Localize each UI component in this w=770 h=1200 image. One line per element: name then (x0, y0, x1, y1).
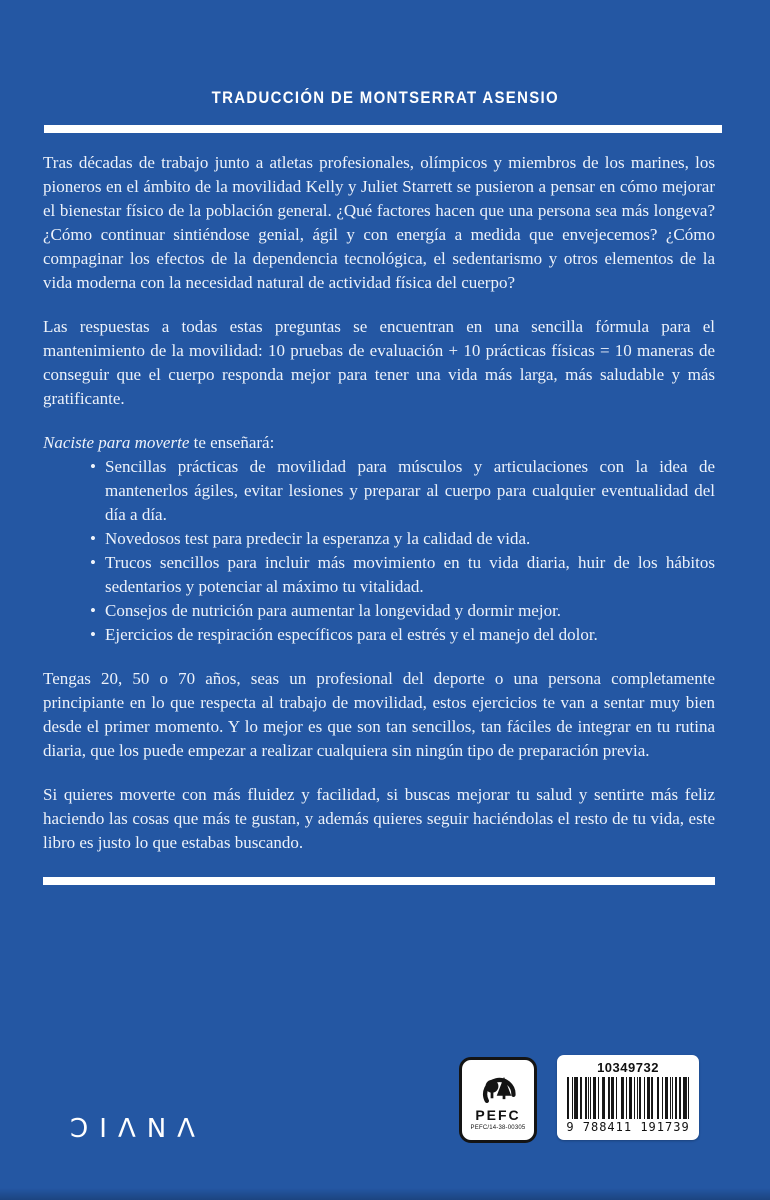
barcode-top-number: 10349732 (597, 1060, 659, 1075)
pefc-trees-icon (477, 1070, 519, 1106)
publisher-logo-diana: ƆIΛNΛ (70, 1114, 206, 1144)
list-item: • Sencillas prácticas de movilidad para músculos y articulaciones con la idea de mantenerlos ágiles, evitar lesiones y preparar al cuerpo para cualquier eventualidad del día a día. (105, 455, 715, 527)
translation-credit: TRADUCCIÓN DE MONTSERRAT ASENSIO (211, 88, 559, 107)
translation-credit-row (0, 88, 770, 108)
paragraph-audience: Tengas 20, 50 o 70 años, seas un profesional del deporte o una persona completamente principiante en lo que respecta al trabajo de movilidad, estos ejercicios te van a sentar muy bien desde el primer momento. Y lo mejor es que son tan sencillos, tan fáciles de integrar en tu rutina diaria, que los puede empezar a realizar cualquiera sin ningún tipo de preparación previa. (43, 669, 715, 760)
divider-top (44, 125, 722, 133)
pefc-certification-badge (459, 1057, 537, 1143)
list-item: • Consejos de nutrición para aumentar la longevidad y dormir mejor. (105, 599, 715, 623)
isbn-digits: 9 788411 191739 (566, 1120, 690, 1134)
list-intro-rest: te enseñará: (189, 433, 275, 452)
pefc-license-number: PEFC/14-38-00305 (470, 1124, 526, 1131)
book-title-italic: Naciste para moverte (43, 433, 190, 452)
list-item: • Ejercicios de respiración específicos para el estrés y el manejo del dolor. (105, 623, 715, 647)
barcode-bars-icon (567, 1077, 689, 1119)
pefc-label: PEFC (475, 1106, 521, 1123)
list-item: • Novedosos test para predecir la esperanza y la calidad de vida. (105, 527, 715, 551)
feature-list (43, 455, 715, 647)
isbn-barcode (557, 1055, 699, 1140)
paragraph-intro-authors: Tras décadas de trabajo junto a atletas profesionales, olímpicos y miembros de los marines, los pioneros en el ámbito de la movilidad Kelly y Juliet Starrett se pusieron a pensar en cómo mejorar el bienestar físico de la población general. ¿Qué factores hacen que una persona sea más longeva? ¿Cómo continuar sintiéndose genial, ágil y con energía a medida que envejecemos? ¿Cómo compaginar los efectos de la dependencia tecnológica, el sedentarismo y otros elementos de la vida moderna con la necesidad natural de actividad física del cuerpo? (43, 153, 715, 292)
back-cover-copy (43, 151, 715, 885)
list-item: • Trucos sencillos para incluir más movimiento en tu vida diaria, huir de los hábitos sedentarios y potenciar al máximo tu vitalidad. (105, 551, 715, 599)
paragraph-closing: Si quieres moverte con más fluidez y facilidad, si buscas mejorar tu salud y sentirte más feliz haciendo las cosas que más te gustan, y además quieres seguir haciéndolas el resto de tu vida, este libro es justo lo que estabas buscando. (43, 785, 715, 852)
divider-bottom (43, 877, 715, 885)
list-intro (43, 431, 715, 455)
paragraph-formula: Las respuestas a todas estas preguntas se encuentran en una sencilla fórmula para el mantenimiento de la movilidad: 10 pruebas de evaluación + 10 prácticas físicas = 10 maneras de conseguir que el cuerpo responda mejor para tener una vida más larga, más saludable y más gratificante. (43, 317, 715, 408)
